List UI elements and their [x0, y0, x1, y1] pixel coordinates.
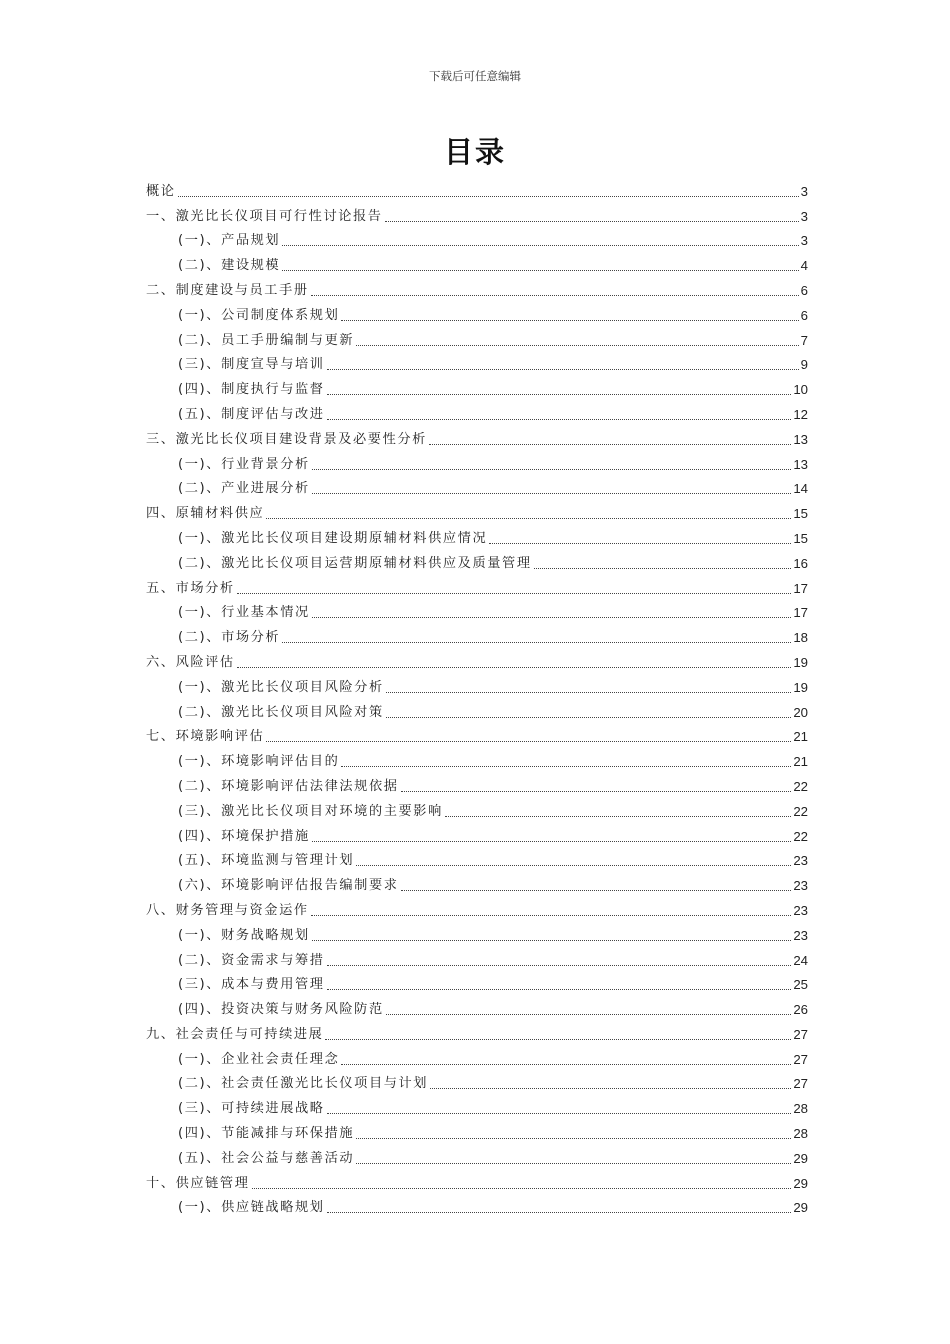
toc-entry-label: (四)、投资决策与财务风险防范 [178, 1002, 384, 1018]
toc-entry-page: 9 [800, 357, 808, 373]
toc-entry-page: 13 [793, 431, 808, 447]
toc-dot-leader [327, 394, 792, 395]
toc-entry-page: 15 [793, 530, 808, 546]
toc-entry-page: 3 [800, 208, 808, 224]
toc-entry[interactable] [146, 697, 808, 722]
toc-dot-leader [327, 419, 792, 420]
toc-entry-page: 21 [793, 729, 808, 745]
toc-entry-label: 四、原辅材料供应 [146, 506, 265, 522]
toc-entry-label: (一)、产品规划 [178, 233, 281, 249]
toc-entry-page: 19 [793, 654, 808, 670]
toc-entry[interactable] [146, 920, 808, 945]
toc-dot-leader [325, 1039, 791, 1040]
toc-entry-page: 29 [793, 1200, 808, 1216]
toc-dot-leader [327, 989, 792, 990]
toc-entry[interactable] [146, 1118, 808, 1143]
toc-entry-label: (二)、环境影响评估法律法规依据 [178, 778, 399, 794]
toc-entry-label: (三)、制度宣导与培训 [178, 357, 325, 373]
toc-dot-leader [312, 493, 792, 494]
toc-dot-leader [327, 1113, 792, 1114]
toc-entry-label: (一)、公司制度体系规划 [178, 307, 340, 323]
toc-entry-label: 七、环境影响评估 [146, 729, 265, 745]
toc-entry-page: 23 [793, 902, 808, 918]
toc-entry[interactable] [146, 1168, 808, 1193]
toc-entry[interactable] [146, 275, 808, 300]
toc-entry[interactable] [146, 399, 808, 424]
toc-entry[interactable] [146, 498, 808, 523]
toc-entry-label: (三)、激光比长仪项目对环境的主要影响 [178, 803, 443, 819]
toc-entry-label: 八、财务管理与资金运作 [146, 902, 309, 918]
toc-dot-leader [401, 890, 792, 891]
toc-entry[interactable] [146, 523, 808, 548]
toc-dot-leader [252, 1188, 792, 1189]
toc-entry[interactable] [146, 300, 808, 325]
toc-entry[interactable] [146, 1143, 808, 1168]
toc-entry-label: (四)、环境保护措施 [178, 828, 310, 844]
toc-dot-leader [237, 593, 792, 594]
toc-entry-page: 3 [800, 183, 808, 199]
toc-entry-label: 二、制度建设与员工手册 [146, 282, 309, 298]
toc-entry-label: (五)、环境监测与管理计划 [178, 853, 355, 869]
header-note: 下载后可任意编辑 [429, 69, 521, 83]
toc-entry-page: 20 [793, 704, 808, 720]
toc-entry[interactable] [146, 771, 808, 796]
toc-entry-label: (二)、激光比长仪项目风险对策 [178, 704, 384, 720]
toc-entry[interactable] [146, 374, 808, 399]
toc-entry-page: 22 [793, 803, 808, 819]
toc-dot-leader [282, 270, 798, 271]
toc-dot-leader [327, 1212, 792, 1213]
toc-entry-label: 五、市场分析 [146, 580, 235, 596]
toc-dot-leader [429, 444, 791, 445]
toc-entry-page: 12 [793, 406, 808, 422]
toc-entry[interactable] [146, 746, 808, 771]
toc-entry-page: 15 [793, 506, 808, 522]
toc-entry-page: 23 [793, 927, 808, 943]
toc-entry-label: (二)、建设规模 [178, 258, 281, 274]
toc-entry-page: 29 [793, 1175, 808, 1191]
toc-entry-label: (二)、员工手册编制与更新 [178, 332, 355, 348]
toc-entry-page: 25 [793, 977, 808, 993]
toc-entry-page: 6 [800, 282, 808, 298]
toc-entry-page: 14 [793, 481, 808, 497]
toc-entry[interactable] [146, 201, 808, 226]
toc-entry-page: 21 [793, 754, 808, 770]
toc-dot-leader [386, 1014, 792, 1015]
toc-entry[interactable] [146, 722, 808, 747]
toc-entry[interactable] [146, 176, 808, 201]
toc-entry[interactable] [146, 350, 808, 375]
toc-entry[interactable] [146, 424, 808, 449]
toc-entry[interactable] [146, 325, 808, 350]
toc-entry-label: 九、社会责任与可持续进展 [146, 1026, 324, 1042]
toc-entry-page: 4 [800, 258, 808, 274]
toc-dot-leader [282, 245, 798, 246]
toc-entry-page: 22 [793, 828, 808, 844]
toc-dot-leader [341, 320, 798, 321]
toc-dot-leader [327, 965, 792, 966]
toc-entry[interactable] [146, 1019, 808, 1044]
toc-entry-page: 18 [793, 630, 808, 646]
table-of-contents [146, 176, 808, 1217]
toc-dot-leader [341, 766, 791, 767]
toc-entry-label: 概论 [146, 183, 176, 199]
toc-entry[interactable] [146, 796, 808, 821]
toc-dot-leader [534, 568, 792, 569]
toc-dot-leader [356, 345, 799, 346]
toc-entry-label: (二)、产业进展分析 [178, 481, 310, 497]
toc-dot-leader [312, 617, 792, 618]
toc-dot-leader [312, 841, 792, 842]
toc-entry-page: 27 [793, 1026, 808, 1042]
toc-entry-label: 三、激光比长仪项目建设背景及必要性分析 [146, 431, 427, 447]
toc-entry-label: (六)、环境影响评估报告编制要求 [178, 878, 399, 894]
toc-entry[interactable] [146, 622, 808, 647]
toc-entry-label: (二)、资金需求与筹措 [178, 952, 325, 968]
toc-entry-page: 28 [793, 1126, 808, 1142]
toc-entry-label: (一)、行业基本情况 [178, 605, 310, 621]
toc-dot-leader [386, 717, 792, 718]
toc-entry[interactable] [146, 970, 808, 995]
toc-entry-label: (一)、财务战略规划 [178, 927, 310, 943]
toc-dot-leader [312, 940, 792, 941]
toc-dot-leader [386, 692, 792, 693]
toc-entry[interactable] [146, 548, 808, 573]
toc-entry[interactable] [146, 846, 808, 871]
toc-entry-page: 16 [793, 555, 808, 571]
toc-entry[interactable] [146, 573, 808, 598]
toc-entry-page: 13 [793, 456, 808, 472]
toc-entry-page: 22 [793, 778, 808, 794]
toc-dot-leader [178, 196, 799, 197]
toc-entry-page: 27 [793, 1051, 808, 1067]
toc-entry[interactable] [146, 870, 808, 895]
toc-dot-leader [385, 221, 799, 222]
toc-dot-leader [266, 518, 791, 519]
toc-entry-label: (二)、社会责任激光比长仪项目与计划 [178, 1076, 429, 1092]
toc-entry-page: 3 [800, 233, 808, 249]
toc-entry[interactable] [146, 226, 808, 251]
toc-dot-leader [311, 295, 799, 296]
toc-entry-page: 28 [793, 1101, 808, 1117]
toc-entry-page: 29 [793, 1150, 808, 1166]
toc-entry[interactable] [146, 1069, 808, 1094]
toc-entry-label: 十、供应链管理 [146, 1175, 250, 1191]
toc-entry-label: (三)、成本与费用管理 [178, 977, 325, 993]
toc-dot-leader [327, 369, 799, 370]
toc-entry-page: 19 [793, 679, 808, 695]
toc-entry-page: 17 [793, 580, 808, 596]
toc-entry[interactable] [146, 250, 808, 275]
toc-entry[interactable] [146, 474, 808, 499]
toc-dot-leader [312, 469, 792, 470]
toc-entry-label: (一)、激光比长仪项目风险分析 [178, 679, 384, 695]
toc-dot-leader [282, 642, 791, 643]
toc-entry[interactable] [146, 1093, 808, 1118]
toc-dot-leader [430, 1088, 791, 1089]
toc-entry-label: (一)、激光比长仪项目建设期原辅材料供应情况 [178, 530, 488, 546]
toc-dot-leader [341, 1064, 791, 1065]
toc-entry-page: 17 [793, 605, 808, 621]
toc-dot-leader [266, 741, 791, 742]
toc-entry[interactable] [146, 994, 808, 1019]
toc-dot-leader [489, 543, 791, 544]
toc-entry-label: (三)、可持续进展战略 [178, 1101, 325, 1117]
toc-entry[interactable] [146, 1193, 808, 1218]
toc-entry-label: (五)、制度评估与改进 [178, 406, 325, 422]
toc-dot-leader [445, 816, 791, 817]
toc-entry-label: (二)、激光比长仪项目运营期原辅材料供应及质量管理 [178, 555, 532, 571]
toc-entry-label: 六、风险评估 [146, 654, 235, 670]
toc-entry[interactable] [146, 598, 808, 623]
toc-entry-page: 6 [800, 307, 808, 323]
toc-entry-label: (二)、市场分析 [178, 630, 281, 646]
toc-entry-label: (四)、制度执行与监督 [178, 382, 325, 398]
toc-entry-page: 23 [793, 853, 808, 869]
toc-dot-leader [356, 1163, 791, 1164]
toc-entry-label: (一)、环境影响评估目的 [178, 754, 340, 770]
toc-entry-label: 一、激光比长仪项目可行性讨论报告 [146, 208, 383, 224]
toc-entry-page: 26 [793, 1002, 808, 1018]
toc-entry-page: 7 [800, 332, 808, 348]
toc-entry[interactable] [146, 895, 808, 920]
toc-dot-leader [356, 1138, 791, 1139]
toc-entry[interactable] [146, 945, 808, 970]
toc-entry-label: (四)、节能减排与环保措施 [178, 1126, 355, 1142]
toc-dot-leader [311, 915, 792, 916]
toc-entry[interactable] [146, 647, 808, 672]
toc-entry-page: 27 [793, 1076, 808, 1092]
toc-entry-label: (一)、供应链战略规划 [178, 1200, 325, 1216]
toc-dot-leader [401, 791, 792, 792]
toc-dot-leader [237, 667, 792, 668]
toc-entry-label: (一)、企业社会责任理念 [178, 1051, 340, 1067]
toc-entry[interactable] [146, 1044, 808, 1069]
toc-entry-page: 23 [793, 878, 808, 894]
toc-entry[interactable] [146, 821, 808, 846]
toc-entry-label: (五)、社会公益与慈善活动 [178, 1150, 355, 1166]
toc-entry[interactable] [146, 672, 808, 697]
toc-entry-page: 10 [793, 382, 808, 398]
toc-dot-leader [356, 865, 791, 866]
toc-entry[interactable] [146, 449, 808, 474]
toc-entry-label: (一)、行业背景分析 [178, 456, 310, 472]
page-title: 目录 [443, 135, 506, 169]
toc-entry-page: 24 [793, 952, 808, 968]
